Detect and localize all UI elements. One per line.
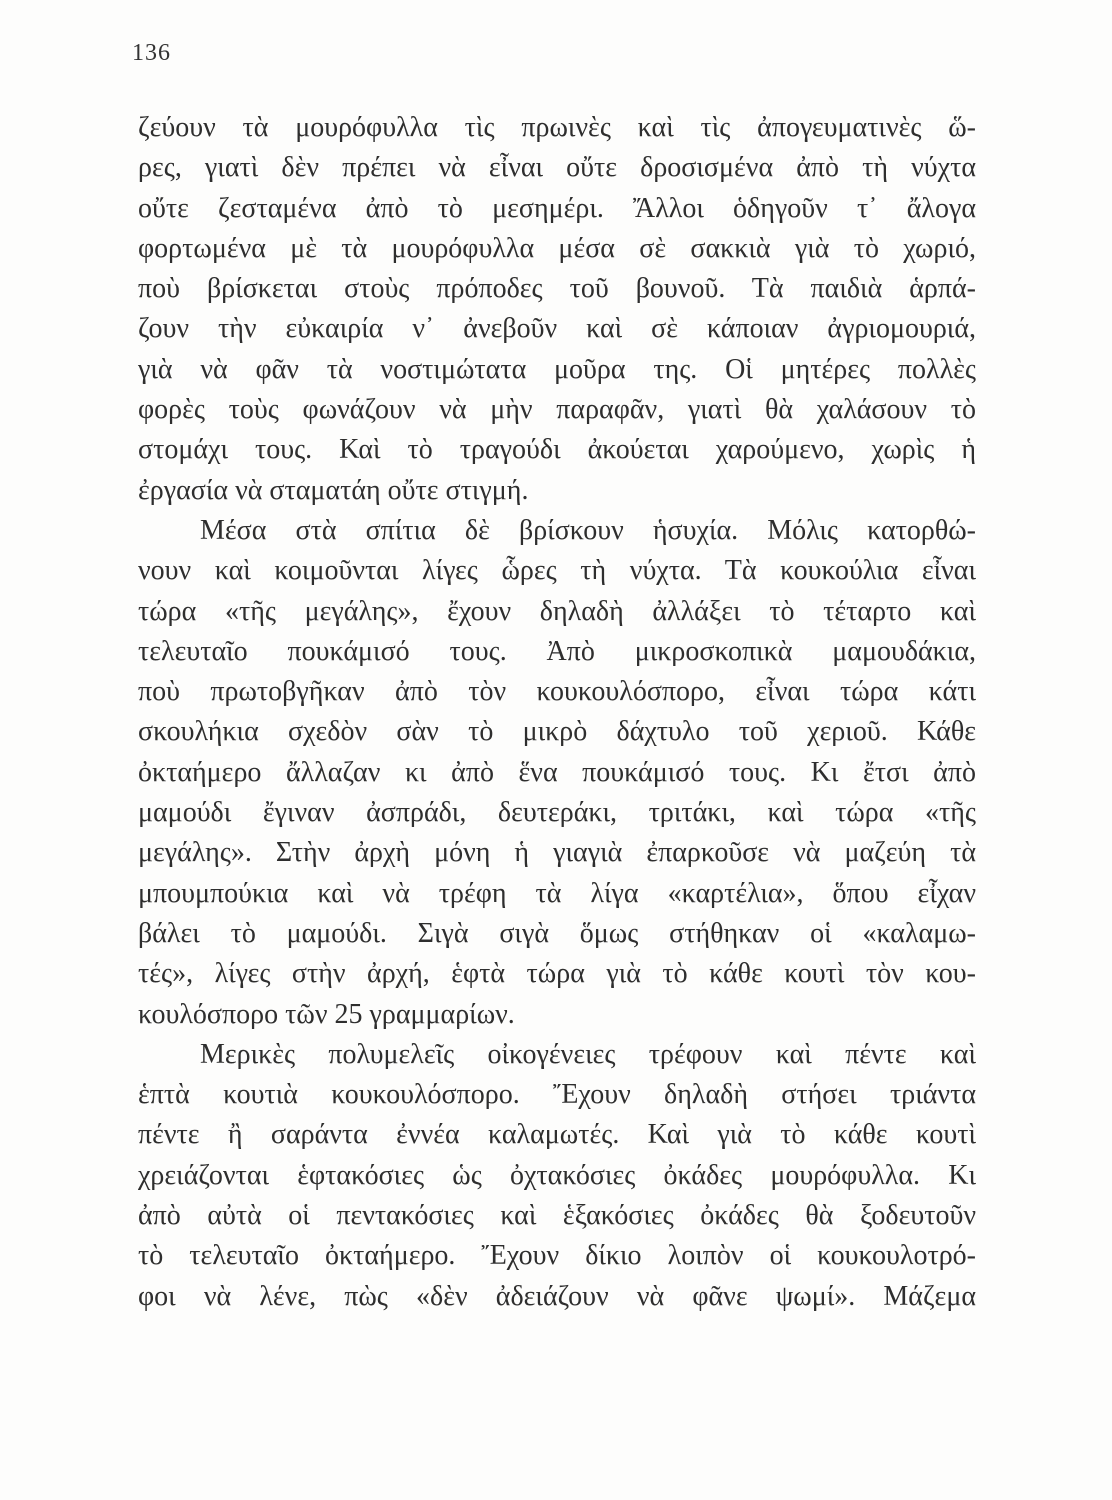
paragraph-2: [138, 511, 976, 1035]
text-line: ἑπτὰ κουτιὰ κουκουλόσπορο. Ἔχουν δηλαδὴ στήσει τριάντα: [138, 1079, 976, 1111]
text-line: τελευταῖο πουκάμισό τους. Ἀπὸ μικροσκοπικὰ μαμουδάκια,: [138, 635, 976, 667]
text-line: μαμούδι ἔγιναν ἀσπράδι, δευτεράκι, τριτάκι, καὶ τώρα «τῆς: [138, 797, 976, 829]
text-line: μεγάλης». Στὴν ἀρχὴ μόνη ἡ γιαγιὰ ἐπαρκοῦσε νὰ μαζεύη τὰ: [138, 837, 976, 869]
text-line: ποὺ βρίσκεται στοὺς πρόποδες τοῦ βουνοῦ. Τὰ παιδιὰ ἁρπά-: [138, 273, 976, 305]
text-line: φορὲς τοὺς φωνάζουν νὰ μὴν παραφᾶν, γιατὶ θὰ χαλάσουν τὸ: [138, 394, 976, 426]
text-line: Μέσα στὰ σπίτια δὲ βρίσκουν ἡσυχία. Μόλις κατορθώ-: [200, 514, 976, 546]
text-line: βάλει τὸ μαμούδι. Σιγὰ σιγὰ ὅμως στήθηκαν οἱ «καλαμω-: [138, 917, 976, 949]
text-line: Μερικὲς πολυμελεῖς οἰκογένειες τρέφουν καὶ πέντε καὶ: [200, 1038, 976, 1070]
text-line: τές», λίγες στὴν ἀρχή, ἑφτὰ τώρα γιὰ τὸ κάθε κουτὶ τὸν κου-: [138, 958, 976, 990]
text-line: φοι νὰ λένε, πὼς «δὲν ἀδειάζουν νὰ φᾶνε ψωμί». Μάζεμα: [138, 1280, 976, 1312]
text-line: φορτωμένα μὲ τὰ μουρόφυλλα μέσα σὲ σακκιὰ γιὰ τὸ χωριό,: [138, 232, 976, 264]
paragraph-3: [138, 1035, 976, 1317]
text-line: ὀκταήμερο ἄλλαζαν κι ἀπὸ ἕνα πουκάμισό τους. Κι ἔτσι ἀπὸ: [138, 756, 976, 788]
text-line: χρειάζονται ἑφτακόσιες ὡς ὀχτακόσιες ὀκάδες μουρόφυλλα. Κι: [138, 1159, 976, 1191]
text-line: ποὺ πρωτοβγῆκαν ἀπὸ τὸν κουκουλόσπορο, εἶναι τώρα κάτι: [138, 676, 976, 708]
text-line: τὸ τελευταῖο ὀκταήμερο. Ἔχουν δίκιο λοιπὸν οἱ κουκουλοτρό-: [138, 1240, 976, 1272]
text-line: στομάχι τους. Καὶ τὸ τραγούδι ἀκούεται χαρούμενο, χωρὶς ἡ: [138, 434, 976, 466]
text-line: σκουλήκια σχεδὸν σὰν τὸ μικρὸ δάχτυλο τοῦ χεριοῦ. Κάθε: [138, 716, 976, 748]
text-line: νουν καὶ κοιμοῦνται λίγες ὧρες τὴ νύχτα. Τὰ κουκούλια εἶναι: [138, 555, 976, 587]
text-line: τώρα «τῆς μεγάλης», ἔχουν δηλαδὴ ἀλλάξει τὸ τέταρτο καὶ: [138, 595, 976, 627]
text-line: οὔτε ζεσταμένα ἀπὸ τὸ μεσημέρι. Ἄλλοι ὁδηγοῦν τ᾿ ἄλογα: [138, 192, 976, 224]
text-line: ζουν τὴν εὐκαιρία ν᾿ ἀνεβοῦν καὶ σὲ κάποιαν ἀγριομουριά,: [138, 313, 976, 345]
body-text: [138, 108, 976, 1317]
text-line: μπουμπούκια καὶ νὰ τρέφη τὰ λίγα «καρτέλια», ὅπου εἶχαν: [138, 877, 976, 909]
paragraph-1: [138, 108, 976, 511]
text-line: ρες, γιατὶ δὲν πρέπει νὰ εἶναι οὔτε δροσισμένα ἀπὸ τὴ νύχτα: [138, 152, 976, 184]
text-line: ἐργασία νὰ σταματάη οὔτε στιγμή.: [138, 474, 529, 506]
text-line: ζεύουν τὰ μουρόφυλλα τὶς πρωινὲς καὶ τὶς ἀπογευματινὲς ὥ-: [138, 112, 976, 143]
text-line: ἀπὸ αὐτὰ οἱ πεντακόσιες καὶ ἑξακόσιες ὀκάδες θὰ ξοδευτοῦν: [138, 1200, 976, 1232]
text-line: κουλόσπορο τῶν 25 γραμμαρίων.: [138, 998, 515, 1030]
page-number: 136: [132, 40, 171, 66]
text-line: γιὰ νὰ φᾶν τὰ νοστιμώτατα μοῦρα της. Οἱ μητέρες πολλὲς: [138, 353, 976, 385]
text-line: πέντε ἢ σαράντα ἐννέα καλαμωτές. Καὶ γιὰ τὸ κάθε κουτὶ: [138, 1119, 976, 1151]
